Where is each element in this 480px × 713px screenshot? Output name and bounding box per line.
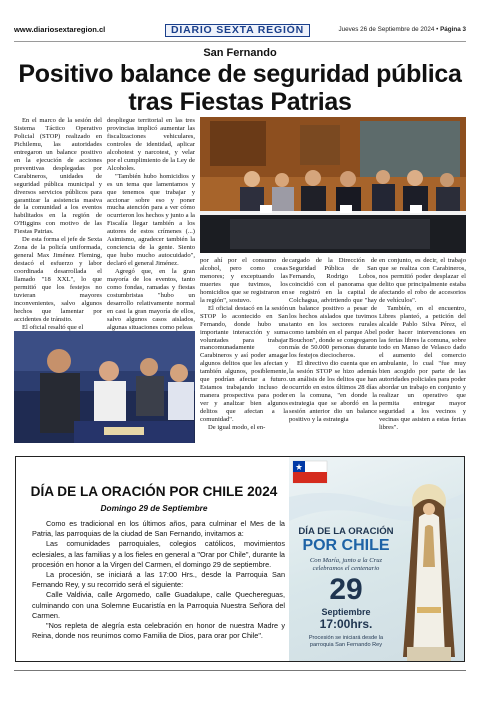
article-column-4: [289, 257, 377, 452]
ad-title: DÍA DE LA ORACIÓN POR CHILE 2024: [30, 484, 278, 499]
headline: Positivo balance de seguridad pública tras Fiestas Patrias: [18, 60, 462, 116]
issue-date: Jueves 26 de Septiembre de 2024 • Página 3: [338, 26, 466, 33]
paragraph: El oficial destacó en la sesión STOP lo acontecido en San Fernando, donde hubo una importante interacción y suma voluntades para trabajar mancomunadamente con Carabineros y así poder amagar algunos delitos que les afectan y también algunos, posiblemente, que podrían afectar a futuro. Estamos trabajando incluso de manera prospectiva para poder ver y analizar bien algunos delitos que afectan a la comunidad".: [200, 304, 288, 424]
paragraph: En el marco de la sesión del Sistema Táctico Operativo Policial (STOP) realizado en Pichilemu, las autoridades entregaron un balance positivo en la ejecución de acciones preventivas desplegadas por Carabineros, unidades de seguridad pública municipal y diversos servicios públicos para garantizar la asistencia masiva de la comunidad a los eventos habilitados en la región de O'Higgins con motivo de las Fiestas Patrias.: [14, 117, 102, 236]
poster-line2: POR CHILE: [302, 537, 390, 554]
article-column-5: [379, 257, 466, 452]
audience-photo-image: [14, 331, 195, 443]
poster-line4: celebramos el centenario: [312, 565, 380, 572]
paragraph: El oficial resaltó que el: [22, 323, 84, 331]
poster-month: Septiembre: [321, 607, 371, 617]
ad-paragraph: La procesión, se iniciará a las 17:00 Hrs., desde la Parroquia San Fernando Rey, y su recorrido será el siguiente:: [32, 570, 285, 590]
paragraph: También, en el encuentro, Libres planteó, a petición del alcalde Pablo Silva Pérez, el poder hacer intervenciones en las ferias libres la comuna, sobre todo en Manso de Velasco dado el aumento del comercio ambulante, lo cual "fue muy bien acogido por parte de las autoridades policiales para poder abordar un trabajo en conjunto y realizar un operativo que permita entregar mayor seguridad a los vecinos y vecinas que asisten a estas ferias libres".: [379, 304, 466, 432]
ad-subtitle: Domingo 29 de Septiembre: [100, 503, 208, 513]
page-number: Página 3: [440, 26, 466, 33]
kicker: San Fernando: [203, 47, 277, 59]
paragraph: por ahí por el consumo de alcohol, pero como cosas menores; y exceptuando las muertes que tuvimos, los homicidios que se registraron en la región", sostuvo.: [200, 257, 288, 304]
prayer-day-ad: [15, 456, 465, 662]
footer-rule: [14, 670, 466, 671]
header-rule: [14, 41, 466, 42]
poster-note2: parroquia San Fernando Rey: [309, 642, 383, 648]
ad-paragraph: Como es tradicional en los últimos años, para culminar el Mes de la Patria, las parroquias de la ciudad de San Fernando, invitamos a:: [32, 519, 285, 539]
paragraph: "También hubo homicidios y es un tema que lamentamos y que tenemos que trabajar y accionar sobre eso y poner mucha atención para a ver cómo ocurrieron los hechos y junto a la Fiscalía llegar también a los autores de estos crímenes (...) Asimismo, agradecer también la conciencia de la gente. Siento que hubo mucho autocuidado", declaró el general Jiménez.: [107, 172, 195, 268]
article-column-1: [14, 117, 102, 331]
paragraph: Agregó que, en la gran mayoría de los eventos, tanto como fondas, ramadas y fiestas costumbristas "hubo un desarrollo relativamente normal en casi la gran mayoría de ellos, salvo algunos casos aislados, algunas situaciones como peleas: [107, 268, 195, 331]
paragraph: en conjunto, es decir, el trabajo que se realiza con Carabineros, nos permitió poder desplazar el delito que principalmente estaba afectando el robo de accesorios de vehículos".: [379, 257, 466, 304]
paragraph: cargado de la Dirección de Seguridad Pública de San Fernando, Rodrigo Lobos, coincidió con el panorama que se registró en la capital de Colchagua, advirtiendo que "hay un balance positivo a pesar de los hechos aislados que tuvimos tanto en los sectores rurales como también en el parque Abel Bouchon", donde se congregaron más de 50.000 personas durante los festejos dieciocheros.: [289, 257, 377, 360]
date-text: Jueves 26 de Septiembre de 2024: [338, 26, 435, 33]
paragraph: De igual modo, el en-: [208, 424, 266, 432]
poster-day: 29: [329, 573, 363, 606]
paragraph: El directivo dio cuenta que en la sesión STOP se hizo además un análisis de los delitos que han ocurrido en estos últimos 28 días en la comuna, "en donde la estrategia que se abordó en la sesión anterior dio un balance positivo y la estrategia: [289, 360, 377, 424]
site-url[interactable]: www.diariosextaregion.cl: [14, 25, 106, 34]
ad-body: [32, 519, 285, 641]
paragraph: De esta forma el jefe de Sexta Zona de la policía uniformada, general Max Jiménez Fleming, destacó el esfuerzo y labor coordinada desarrollada el llamado "18 XXL", lo que permitió que los festejos no tuvieran mayores inconvenientes, salvo algunos hechos que lamentar por accidentes de tránsito.: [14, 236, 102, 323]
page-header: [14, 24, 466, 38]
poster-time: 17:00hrs.: [319, 617, 373, 631]
masthead: DIARIO SEXTA REGIÓN: [165, 24, 310, 37]
paragraph: despliegue territorial en las tres provincias implicó aumentar las fiscalizaciones vehiculares, controles de identidad, aplicar alcohotest y narcotest, y velar por el cumplimiento de la Ley de Alcoholes.: [107, 117, 195, 172]
chile-flag-icon: [293, 461, 327, 483]
event-poster: [289, 457, 464, 661]
meeting-photo-image: [200, 117, 466, 253]
poster-line1: DÍA DE LA ORACIÓN: [298, 526, 394, 537]
poster-line3: Con María, junto a la Cruz: [309, 557, 383, 564]
ad-paragraph: "Nos repleta de alegría esta celebración en honor de nuestra Madre y Reina, donde nos reunimos como Familia de Dios, para orar por Chile".: [32, 621, 285, 641]
meeting-photo: [200, 117, 466, 253]
ad-paragraph: Calle Valdivia, calle Argomedo, calle Guadalupe, calle Quechereguas, culminando con una Solemne Eucaristía en la Parroquia Nuestra Señora del Carmen.: [32, 590, 285, 620]
audience-photo: [14, 331, 195, 443]
article-column-2: [107, 117, 195, 331]
ad-paragraph: Las comunidades parroquiales, colegios católicos, movimientos eclesiales, a las familias y a los fieles en general a "Orar por Chile", durante la procesión en honor a la Virgen del Carmen, el domingo 29 de septiembre.: [32, 539, 285, 569]
poster-note1: Procesión se iniciará desde la: [308, 635, 384, 641]
article-column-3: [200, 257, 288, 452]
